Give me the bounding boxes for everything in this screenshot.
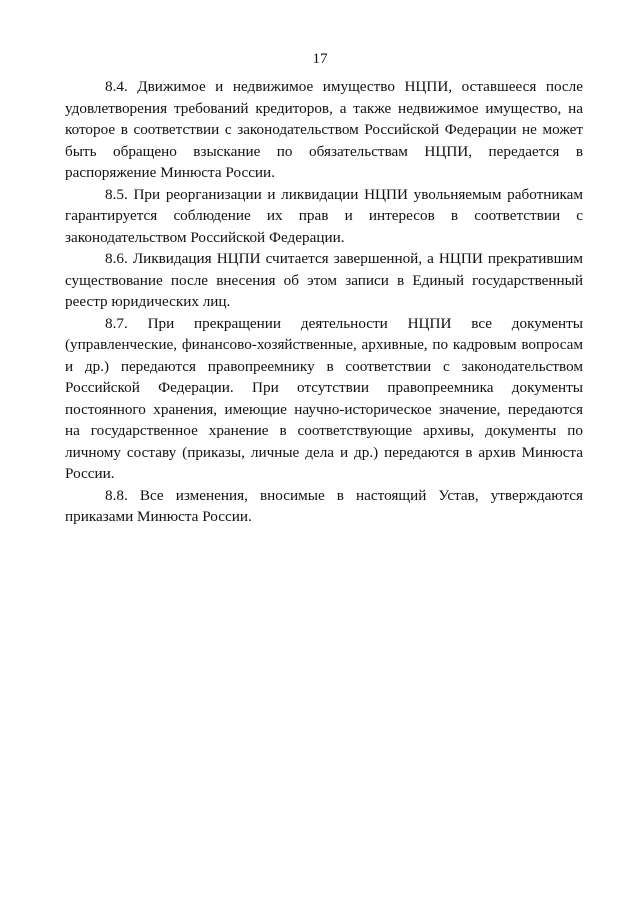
document-body bbox=[65, 76, 583, 528]
paragraph-8-4: 8.4. Движимое и недвижимое имущество НЦПИ, оставшееся после удовлетворения требований кредиторов, а также недвижимое имущество, на которое в соответствии с законодательством Российской Федерации не может быть обращено взыскание по обязательствам НЦПИ, передается в распоряжение Минюста России. bbox=[65, 78, 583, 181]
paragraph-8-7: 8.7. При прекращении деятельности НЦПИ все документы (управленческие, финансово-хозяйственные, архивные, по кадровым вопросам и др.) передаются правопреемнику в соответствии с законодательством Российской Федерации. При отсутствии правопреемника документы постоянного хранения, имеющие научно-историческое значение, передаются на государственное хранение в соответствующие архивы, документы по личному составу (приказы, личные дела и др.) передаются в архив Минюста России. bbox=[65, 314, 583, 482]
paragraph-8-5: 8.5. При реорганизации и ликвидации НЦПИ увольняемым работникам гарантируется соблюдение их прав и интересов в соответствии с законодательством Российской Федерации. bbox=[65, 185, 583, 246]
page-number: 17 bbox=[312, 51, 328, 67]
paragraph-8-6: 8.6. Ликвидация НЦПИ считается завершенной, а НЦПИ прекратившим существование после внесения об этом записи в Единый государственный реестр юридических лиц. bbox=[65, 250, 583, 310]
paragraph-8-8: 8.8. Все изменения, вносимые в настоящий Устав, утверждаются приказами Минюста России. bbox=[65, 486, 583, 525]
